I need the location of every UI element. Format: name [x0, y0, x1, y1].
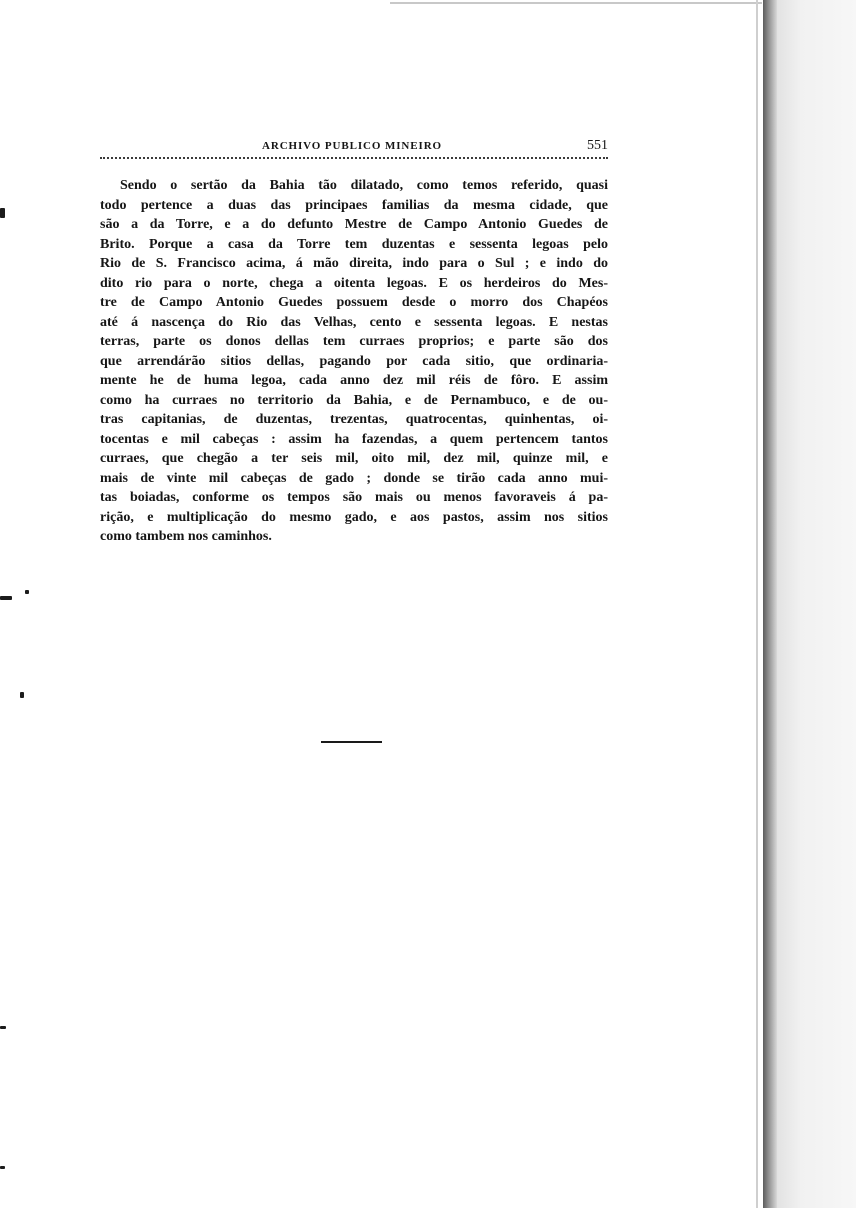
text-line: tocentas e mil cabeças : assim ha fazendas, a quem pertencem tantos: [100, 431, 608, 447]
text-line: como ha curraes no territorio da Bahia, e de Pernambuco, e de ou-: [100, 392, 608, 408]
page-header: [100, 138, 608, 158]
text-line: tre de Campo Antonio Guedes possuem desde o morro dos Chapéos: [100, 295, 608, 310]
paragraph: [100, 176, 608, 547]
binding-shadow: [763, 0, 777, 1208]
text-line: curraes, que chegão a ter seis mil, oito mil, dez mil, quinze mil, e: [100, 451, 608, 466]
text-line: até á nascença do Rio das Velhas, cento e sessenta legoas. E nestas: [100, 314, 608, 330]
scan-speck: [20, 692, 24, 698]
scan-margin-shade: [777, 0, 856, 1208]
scan-speck: [0, 596, 12, 600]
header-rule: [100, 157, 608, 159]
running-title: ARCHIVO PUBLICO MINEIRO: [262, 140, 442, 152]
text-line: Sendo o sertão da Bahia tão dilatado, como temos referido, quasi: [120, 178, 608, 193]
scan-speck: [0, 208, 5, 218]
page-number: 551: [587, 138, 608, 153]
text-line: Brito. Porque a casa da Torre tem duzentas e sessenta legoas pelo: [100, 236, 608, 252]
text-line: que arrendárão sitios dellas, pagando por cada sitio, que ordinaria-: [100, 353, 608, 369]
text-line: dito rio para o norte, chega a oitenta legoas. E os herdeiros do Mes-: [100, 275, 608, 291]
text-line: mente he de huma legoa, cada anno dez mil réis de fôro. E assim: [100, 373, 608, 388]
scan-top-edge: [390, 2, 762, 4]
text-line: mais de vinte mil cabeças de gado ; donde se tirão cada anno mui-: [100, 470, 608, 486]
text-line: são a da Torre, e a do defunto Mestre de Campo Antonio Guedes de: [100, 217, 608, 232]
scan-speck: [0, 1166, 5, 1169]
scan-speck: [0, 1026, 6, 1029]
text-line: como tambem nos caminhos.: [100, 529, 272, 544]
text-line: tras capitanias, de duzentas, trezentas, quatrocentas, quinhentas, oi-: [100, 412, 608, 427]
page-edge-line: [756, 0, 758, 1208]
text-line: rição, e multiplicação do mesmo gado, e aos pastos, assim nos sitios: [100, 509, 608, 525]
scan-speck: [25, 590, 29, 594]
text-line: todo pertence a duas das principaes familias da mesma cidade, que: [100, 197, 608, 213]
text-line: tas boiadas, conforme os tempos são mais ou menos favoraveis á pa-: [100, 490, 608, 505]
section-end-rule: [321, 741, 382, 743]
text-line: terras, parte os donos dellas tem curraes proprios; e parte são dos: [100, 334, 608, 349]
text-line: Rio de S. Francisco acima, á mão direita, indo para o Sul ; e indo do: [100, 256, 608, 271]
